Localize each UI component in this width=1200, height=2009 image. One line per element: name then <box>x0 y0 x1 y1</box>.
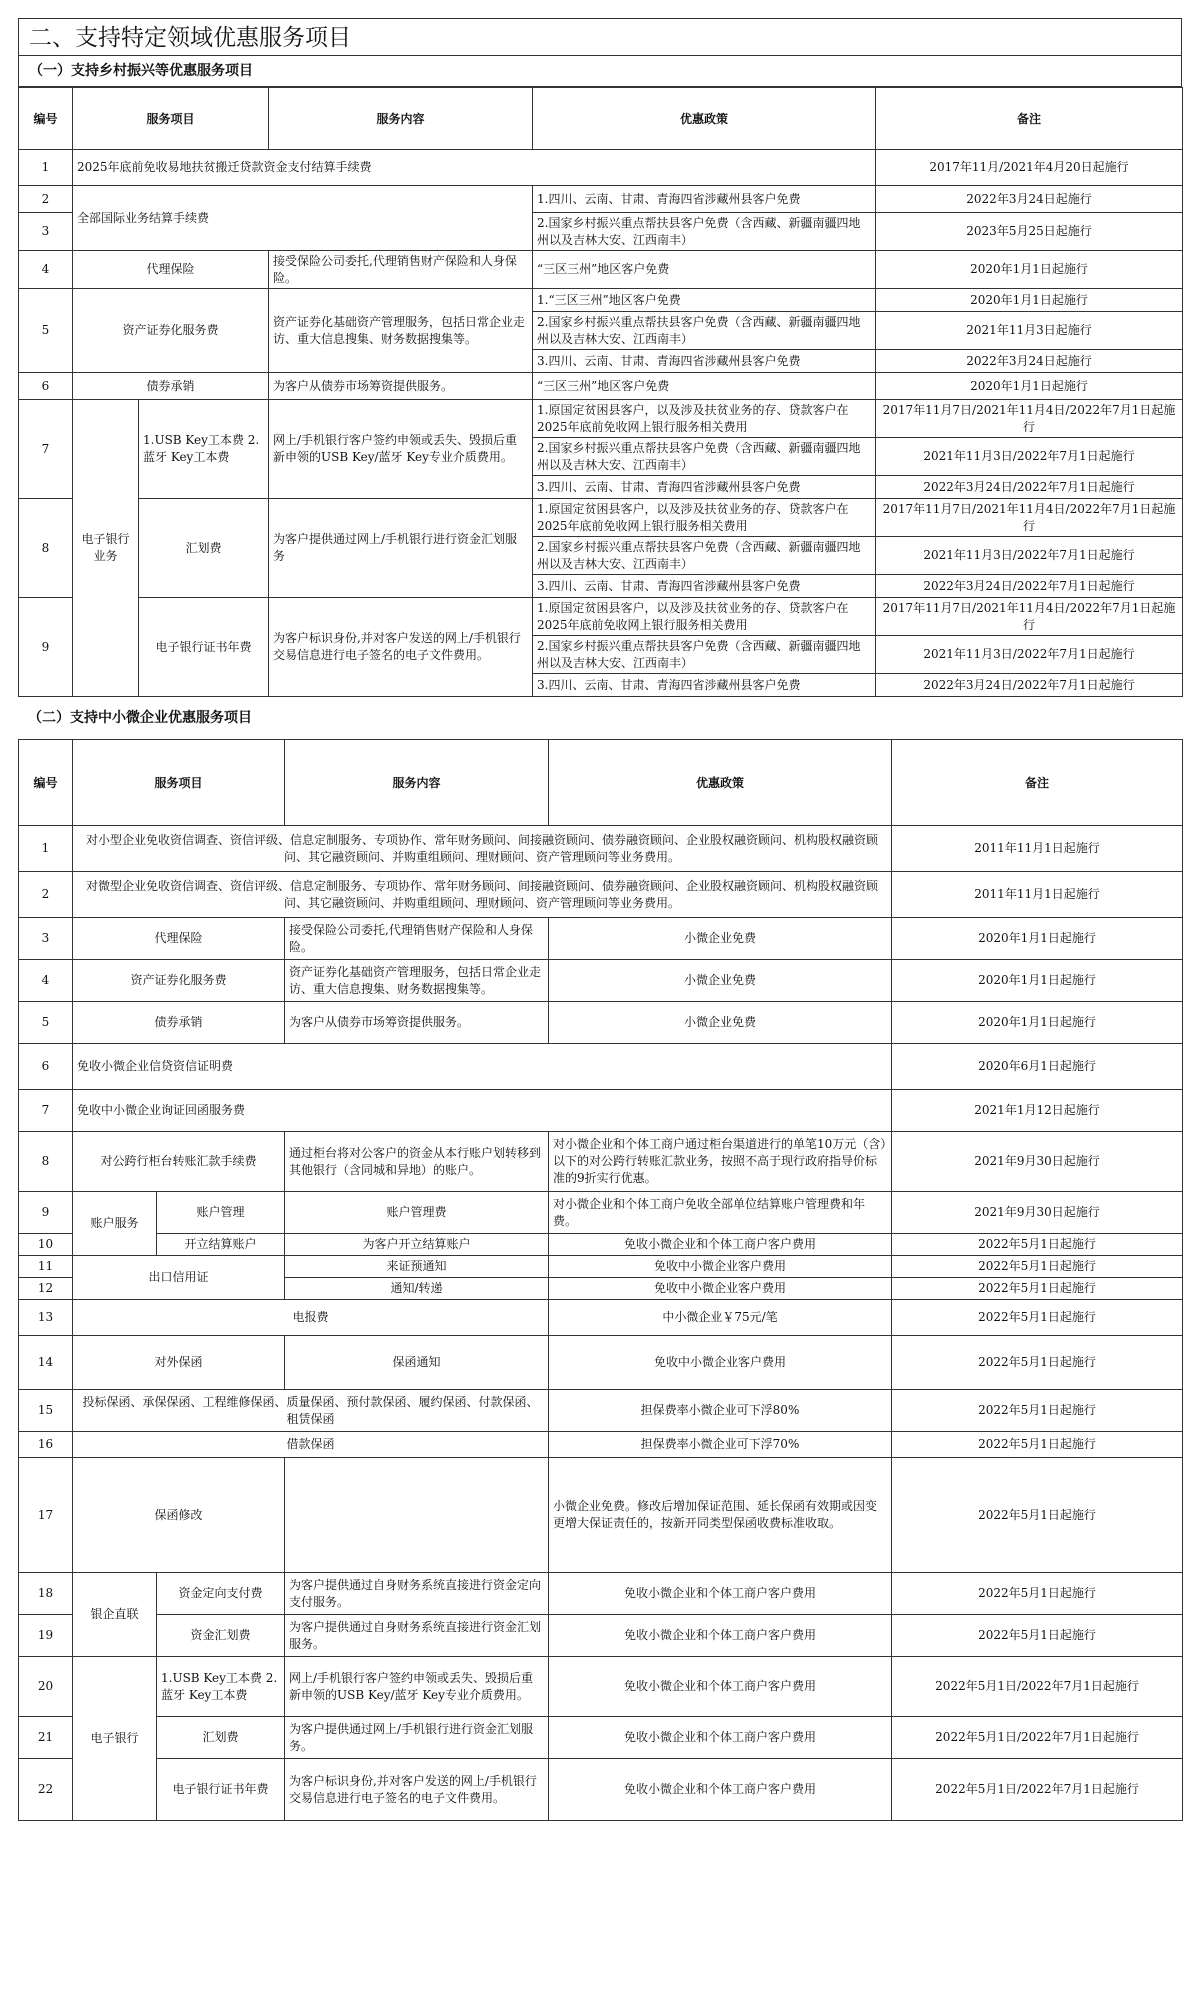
row-note: 2022年5月1日起施行 <box>892 1234 1183 1256</box>
header-item: 服务项目 <box>73 740 285 826</box>
row-note: 2020年1月1日起施行 <box>892 1002 1183 1044</box>
sme-table <box>18 739 1183 1821</box>
row-policy: 2.国家乡村振兴重点帮扶县客户免费（含西藏、新疆南疆四地州以及吉林大安、江西南丰） <box>533 438 876 476</box>
row-note: 2017年11月7日/2021年11月4日/2022年7月1日起施行 <box>876 499 1183 537</box>
row-sub-item: 账户管理 <box>157 1192 285 1234</box>
header-no: 编号 <box>19 740 73 826</box>
row-policy: 2.国家乡村振兴重点帮扶县客户免费（含西藏、新疆南疆四地州以及吉林大安、江西南丰） <box>533 312 876 350</box>
row-note: 2023年5月25日起施行 <box>876 213 1183 251</box>
row-policy: 免收中小微企业客户费用 <box>549 1336 892 1390</box>
row-note: 2020年1月1日起施行 <box>892 960 1183 1002</box>
row-note: 2021年11月3日/2022年7月1日起施行 <box>876 537 1183 575</box>
row-no: 7 <box>19 400 73 499</box>
row-note: 2011年11月1日起施行 <box>892 826 1183 872</box>
row-note: 2017年11月/2021年4月20日起施行 <box>876 150 1183 186</box>
row-policy: 担保费率小微企业可下浮80% <box>549 1390 892 1432</box>
row-content: 为客户标识身份,并对客户发送的网上/手机银行交易信息进行电子签名的电子文件费用。 <box>285 1759 549 1821</box>
row-policy: 免收中小微企业客户费用 <box>549 1278 892 1300</box>
row-content: 为客户提供通过自身财务系统直接进行资金汇划服务。 <box>285 1615 549 1657</box>
row-content: 账户管理费 <box>285 1192 549 1234</box>
row-no: 2 <box>19 872 73 918</box>
row-no: 6 <box>19 1044 73 1090</box>
row-no: 14 <box>19 1336 73 1390</box>
row-item: 代理保险 <box>73 251 269 289</box>
row-note: 2022年5月1日起施行 <box>892 1615 1183 1657</box>
row-item: 2025年底前免收易地扶贫搬迁贷款资金支付结算手续费 <box>73 150 876 186</box>
header-no: 编号 <box>19 88 73 150</box>
row-no: 4 <box>19 251 73 289</box>
row-no: 9 <box>19 1192 73 1234</box>
row-no: 19 <box>19 1615 73 1657</box>
row-policy: 3.四川、云南、甘肃、青海四省涉藏州县客户免费 <box>533 476 876 499</box>
row-no: 13 <box>19 1300 73 1336</box>
header-policy: 优惠政策 <box>533 88 876 150</box>
row-no: 5 <box>19 1002 73 1044</box>
row-policy: 小微企业免费 <box>549 1002 892 1044</box>
row-policy: 中小微企业￥75元/笔 <box>549 1300 892 1336</box>
row-policy: 对小微企业和个体工商户通过柜台渠道进行的单笔10万元（含）以下的对公跨行转账汇款业务，按照不高于现行政府指导价标准的9折实行优惠。 <box>549 1132 892 1192</box>
row-no: 12 <box>19 1278 73 1300</box>
row-content: 为客户开立结算账户 <box>285 1234 549 1256</box>
row-note: 2022年5月1日起施行 <box>892 1573 1183 1615</box>
row-sub-item: 汇划费 <box>157 1717 285 1759</box>
row-content: 通知/转递 <box>285 1278 549 1300</box>
row-no: 16 <box>19 1432 73 1458</box>
row-note: 2020年1月1日起施行 <box>876 373 1183 400</box>
section-title: 二、支持特定领域优惠服务项目 <box>18 18 1182 56</box>
row-note: 2022年3月24日/2022年7月1日起施行 <box>876 476 1183 499</box>
row-note: 2022年5月1日/2022年7月1日起施行 <box>892 1759 1183 1821</box>
header-policy: 优惠政策 <box>549 740 892 826</box>
row-policy: 担保费率小微企业可下浮70% <box>549 1432 892 1458</box>
document-page <box>18 18 1182 1821</box>
row-content: 网上/手机银行客户签约申领或丢失、毁损后重新申领的USB Key/蓝牙 Key专业介质费用。 <box>269 400 533 499</box>
row-no: 17 <box>19 1458 73 1573</box>
row-content: 通过柜台将对公客户的资金从本行账户划转移到其他银行（含同城和异地）的账户。 <box>285 1132 549 1192</box>
row-note: 2022年5月1日/2022年7月1日起施行 <box>892 1657 1183 1717</box>
row-item: 电子银行证书年费 <box>139 598 269 697</box>
row-policy: 2.国家乡村振兴重点帮扶县客户免费（含西藏、新疆南疆四地州以及吉林大安、江西南丰） <box>533 213 876 251</box>
row-content: 为客户从债券市场筹资提供服务。 <box>269 373 533 400</box>
row-item: 保函修改 <box>73 1458 285 1573</box>
row-policy: 2.国家乡村振兴重点帮扶县客户免费（含西藏、新疆南疆四地州以及吉林大安、江西南丰） <box>533 636 876 674</box>
row-no: 11 <box>19 1256 73 1278</box>
row-policy: 免收小微企业和个体工商户客户费用 <box>549 1573 892 1615</box>
row-note: 2022年5月1日起施行 <box>892 1300 1183 1336</box>
row-no: 1 <box>19 150 73 186</box>
row-sub-item: 1.USB Key工本费 2.蓝牙 Key工本费 <box>157 1657 285 1717</box>
ebank-group-label: 电子银行业务 <box>73 400 139 697</box>
row-sub-item: 资金定向支付费 <box>157 1573 285 1615</box>
row-item: 对公跨行柜台转账汇款手续费 <box>73 1132 285 1192</box>
row-policy: 小微企业免费 <box>549 918 892 960</box>
row-content-empty <box>285 1458 549 1573</box>
row-note: 2021年9月30日起施行 <box>892 1132 1183 1192</box>
row-item: 免收中小微企业询证回函服务费 <box>73 1090 892 1132</box>
row-policy: 1.四川、云南、甘肃、青海四省涉藏州县客户免费 <box>533 186 876 213</box>
row-no: 22 <box>19 1759 73 1821</box>
row-policy: 免收小微企业和个体工商户客户费用 <box>549 1717 892 1759</box>
row-item: 电报费 <box>73 1300 549 1336</box>
row-item: 债券承销 <box>73 1002 285 1044</box>
row-note: 2021年1月12日起施行 <box>892 1090 1183 1132</box>
row-item: 投标保函、承保保函、工程维修保函、质量保函、预付款保函、履约保函、付款保函、租赁保函 <box>73 1390 549 1432</box>
subsection-title-rural: （一）支持乡村振兴等优惠服务项目 <box>18 56 1182 87</box>
row-item: 免收小微企业信贷资信证明费 <box>73 1044 892 1090</box>
row-content: 为客户标识身份,并对客户发送的网上/手机银行交易信息进行电子签名的电子文件费用。 <box>269 598 533 697</box>
row-content: 保函通知 <box>285 1336 549 1390</box>
row-note: 2017年11月7日/2021年11月4日/2022年7月1日起施行 <box>876 598 1183 636</box>
row-no: 3 <box>19 918 73 960</box>
row-policy: 小微企业免费 <box>549 960 892 1002</box>
row-note: 2022年5月1日起施行 <box>892 1390 1183 1432</box>
row-content: 为客户提供通过网上/手机银行进行资金汇划服务。 <box>285 1717 549 1759</box>
row-no: 8 <box>19 1132 73 1192</box>
row-no: 10 <box>19 1234 73 1256</box>
row-content: 网上/手机银行客户签约申领或丢失、毁损后重新申领的USB Key/蓝牙 Key专业介质费用。 <box>285 1657 549 1717</box>
row-policy: 1.“三区三州”地区客户免费 <box>533 289 876 312</box>
row-sub-item: 电子银行证书年费 <box>157 1759 285 1821</box>
row-policy: 3.四川、云南、甘肃、青海四省涉藏州县客户免费 <box>533 575 876 598</box>
row-no: 3 <box>19 213 73 251</box>
row-policy: 1.原国定贫困县客户，以及涉及扶贫业务的存、贷款客户在2025年底前免收网上银行服务相关费用 <box>533 499 876 537</box>
lc-group-label: 出口信用证 <box>73 1256 285 1300</box>
row-item: 汇划费 <box>139 499 269 598</box>
row-content: 接受保险公司委托,代理销售财产保险和人身保险。 <box>285 918 549 960</box>
row-no: 4 <box>19 960 73 1002</box>
row-note: 2022年3月24日起施行 <box>876 350 1183 373</box>
header-item: 服务项目 <box>73 88 269 150</box>
row-note: 2022年5月1日起施行 <box>892 1278 1183 1300</box>
row-policy: 1.原国定贫困县客户，以及涉及扶贫业务的存、贷款客户在2025年底前免收网上银行服务相关费用 <box>533 598 876 636</box>
subsection-title-sme: （二）支持中小微企业优惠服务项目 <box>28 710 252 726</box>
row-policy: 免收小微企业和个体工商户客户费用 <box>549 1759 892 1821</box>
row-policy: 免收小微企业和个体工商户客户费用 <box>549 1657 892 1717</box>
row-no: 21 <box>19 1717 73 1759</box>
row-note: 2021年9月30日起施行 <box>892 1192 1183 1234</box>
row-content: 为客户提供通过自身财务系统直接进行资金定向支付服务。 <box>285 1573 549 1615</box>
row-item: 资产证券化服务费 <box>73 960 285 1002</box>
row-policy: 1.原国定贫困县客户，以及涉及扶贫业务的存、贷款客户在2025年底前免收网上银行服务相关费用 <box>533 400 876 438</box>
row-content: 资产证券化基础资产管理服务，包括日常企业走访、重大信息搜集、财务数据搜集等。 <box>269 289 533 373</box>
row-policy: 小微企业免费。修改后增加保证范围、延长保函有效期或因变更增大保证责任的，按新开同类型保函收费标准收取。 <box>549 1458 892 1573</box>
row-note: 2022年3月24日/2022年7月1日起施行 <box>876 674 1183 697</box>
row-note: 2022年5月1日起施行 <box>892 1432 1183 1458</box>
row-content: 来证预通知 <box>285 1256 549 1278</box>
row-no: 9 <box>19 598 73 697</box>
row-item: 对微型企业免收资信调查、资信评级、信息定制服务、专项协作、常年财务顾问、间接融资顾问、债券融资顾问、企业股权融资顾问、机构股权融资顾问、其它融资顾问、并购重组顾问、理财顾问、资产管理顾问等业务费用。 <box>73 872 892 918</box>
row-policy: 对小微企业和个体工商户免收全部单位结算账户管理费和年费。 <box>549 1192 892 1234</box>
row-note: 2022年5月1日起施行 <box>892 1336 1183 1390</box>
row-policy: “三区三州”地区客户免费 <box>533 251 876 289</box>
row-item: 资产证券化服务费 <box>73 289 269 373</box>
row-note: 2022年3月24日起施行 <box>876 186 1183 213</box>
row-item: 1.USB Key工本费 2.蓝牙 Key工本费 <box>139 400 269 499</box>
row-policy: 免收小微企业和个体工商户客户费用 <box>549 1615 892 1657</box>
row-note: 2020年1月1日起施行 <box>876 251 1183 289</box>
row-note: 2020年6月1日起施行 <box>892 1044 1183 1090</box>
row-no: 7 <box>19 1090 73 1132</box>
row-note: 2021年11月3日/2022年7月1日起施行 <box>876 636 1183 674</box>
row-note: 2022年5月1日/2022年7月1日起施行 <box>892 1717 1183 1759</box>
row-item: 对小型企业免收资信调查、资信评级、信息定制服务、专项协作、常年财务顾问、间接融资顾问、债券融资顾问、企业股权融资顾问、机构股权融资顾问、其它融资顾问、并购重组顾问、理财顾问、资产管理顾问等业务费用。 <box>73 826 892 872</box>
row-no: 6 <box>19 373 73 400</box>
row-policy: 3.四川、云南、甘肃、青海四省涉藏州县客户免费 <box>533 674 876 697</box>
row-policy: 3.四川、云南、甘肃、青海四省涉藏州县客户免费 <box>533 350 876 373</box>
row-note: 2020年1月1日起施行 <box>876 289 1183 312</box>
row-no: 1 <box>19 826 73 872</box>
bank-direct-group-label: 银企直联 <box>73 1573 157 1657</box>
row-policy: 免收小微企业和个体工商户客户费用 <box>549 1234 892 1256</box>
row-no: 5 <box>19 289 73 373</box>
row-policy: 2.国家乡村振兴重点帮扶县客户免费（含西藏、新疆南疆四地州以及吉林大安、江西南丰） <box>533 537 876 575</box>
row-sub-item: 开立结算账户 <box>157 1234 285 1256</box>
row-no: 18 <box>19 1573 73 1615</box>
row-policy: 免收中小微企业客户费用 <box>549 1256 892 1278</box>
row-note: 2021年11月3日起施行 <box>876 312 1183 350</box>
row-item: 对外保函 <box>73 1336 285 1390</box>
row-policy: “三区三州”地区客户免费 <box>533 373 876 400</box>
row-no: 15 <box>19 1390 73 1432</box>
row-item: 代理保险 <box>73 918 285 960</box>
row-note: 2022年3月24日/2022年7月1日起施行 <box>876 575 1183 598</box>
row-note: 2021年11月3日/2022年7月1日起施行 <box>876 438 1183 476</box>
row-item: 债券承销 <box>73 373 269 400</box>
row-note: 2017年11月7日/2021年11月4日/2022年7月1日起施行 <box>876 400 1183 438</box>
row-note: 2011年11月1日起施行 <box>892 872 1183 918</box>
header-content: 服务内容 <box>285 740 549 826</box>
row-content: 资产证券化基础资产管理服务，包括日常企业走访、重大信息搜集、财务数据搜集等。 <box>285 960 549 1002</box>
row-content: 为客户从债券市场筹资提供服务。 <box>285 1002 549 1044</box>
row-no: 20 <box>19 1657 73 1717</box>
row-note: 2020年1月1日起施行 <box>892 918 1183 960</box>
row-content: 为客户提供通过网上/手机银行进行资金汇划服务 <box>269 499 533 598</box>
row-no: 8 <box>19 499 73 598</box>
row-sub-item: 资金汇划费 <box>157 1615 285 1657</box>
row-item: 借款保函 <box>73 1432 549 1458</box>
row-note: 2022年5月1日起施行 <box>892 1458 1183 1573</box>
account-group-label: 账户服务 <box>73 1192 157 1256</box>
header-note: 备注 <box>892 740 1183 826</box>
row-no: 2 <box>19 186 73 213</box>
rural-revitalization-table <box>18 87 1183 697</box>
row-note: 2022年5月1日起施行 <box>892 1256 1183 1278</box>
row-content: 接受保险公司委托,代理销售财产保险和人身保险。 <box>269 251 533 289</box>
header-note: 备注 <box>876 88 1183 150</box>
ebank-group-label: 电子银行 <box>73 1657 157 1821</box>
row-item: 全部国际业务结算手续费 <box>73 186 533 251</box>
header-content: 服务内容 <box>269 88 533 150</box>
